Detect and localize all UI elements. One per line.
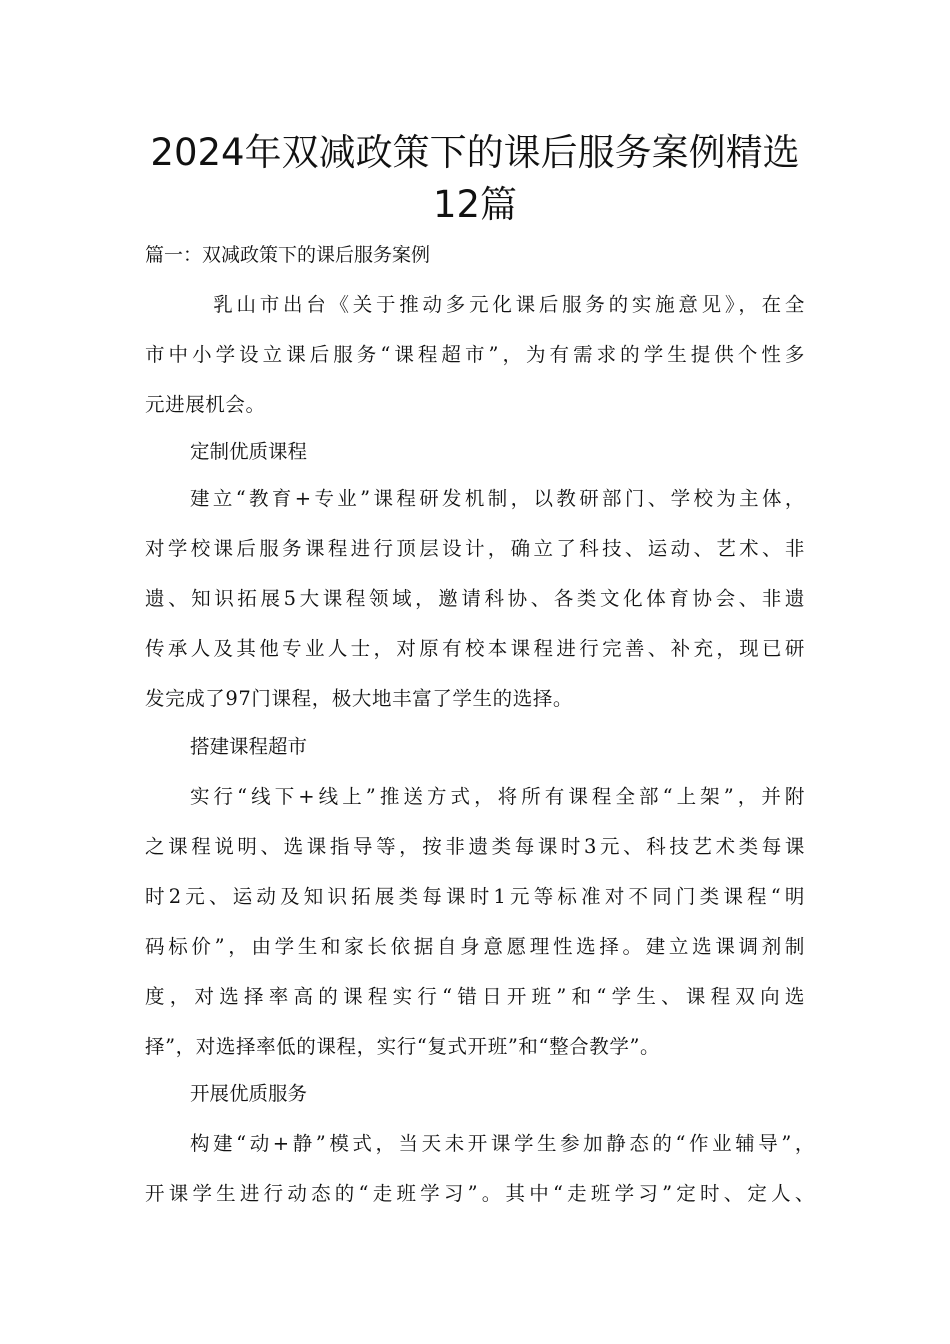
p1-line-5: 发完成了97门课程，极大地丰富了学生的选择。 — [145, 687, 574, 710]
subheading-custom-courses: 定制优质课程 — [190, 440, 308, 463]
p2-line-6: 择”，对选择率低的课程，实行“复式开班”和“整合教学”。 — [145, 1035, 661, 1058]
p2-line-4: 码标价”，由学生和家长依据自身意愿理性选择。建立选课调剂制 — [145, 935, 805, 958]
intro-line-3: 元进展机会。 — [145, 393, 266, 416]
intro-line-2: 市中小学设立课后服务“课程超市”，为有需求的学生提供个性多 — [145, 343, 805, 366]
p2-line-3: 时2元、运动及知识拓展类每课时1元等标准对不同门类课程“明 — [145, 885, 805, 908]
intro-line-1: 乳山市出台《关于推动多元化课后服务的实施意见》，在全 — [190, 293, 805, 316]
p1-line-3: 遗、知识拓展5大课程领域，邀请科协、各类文化体育协会、非遗 — [145, 587, 805, 610]
p2-line-5: 度，对选择率高的课程实行“错日开班”和“学生、课程双向选 — [145, 985, 805, 1008]
document-title-line-1: 2024年双减政策下的课后服务案例精选 — [150, 131, 800, 174]
p1-line-2: 对学校课后服务课程进行顶层设计，确立了科技、运动、艺术、非 — [145, 537, 805, 560]
section-heading: 篇一：双减政策下的课后服务案例 — [145, 244, 431, 266]
p3-line-1: 构建“动+静”模式，当天未开课学生参加静态的“作业辅导”， — [190, 1132, 815, 1155]
p2-line-2: 之课程说明、选课指导等，按非遗类每课时3元、科技艺术类每课 — [145, 835, 805, 858]
p1-line-4: 传承人及其他专业人士，对原有校本课程进行完善、补充，现已研 — [145, 637, 805, 660]
subheading-quality-service: 开展优质服务 — [190, 1082, 308, 1105]
p3-line-2: 开课学生进行动态的“走班学习”。其中“走班学习”定时、定人、 — [145, 1182, 815, 1205]
document-title-line-2: 12篇 — [432, 183, 518, 226]
p2-line-1: 实行“线下+线上”推送方式，将所有课程全部“上架”，并附 — [190, 785, 805, 808]
p1-line-1: 建立“教育+专业”课程研发机制，以教研部门、学校为主体， — [190, 487, 805, 510]
subheading-course-market: 搭建课程超市 — [190, 735, 308, 758]
